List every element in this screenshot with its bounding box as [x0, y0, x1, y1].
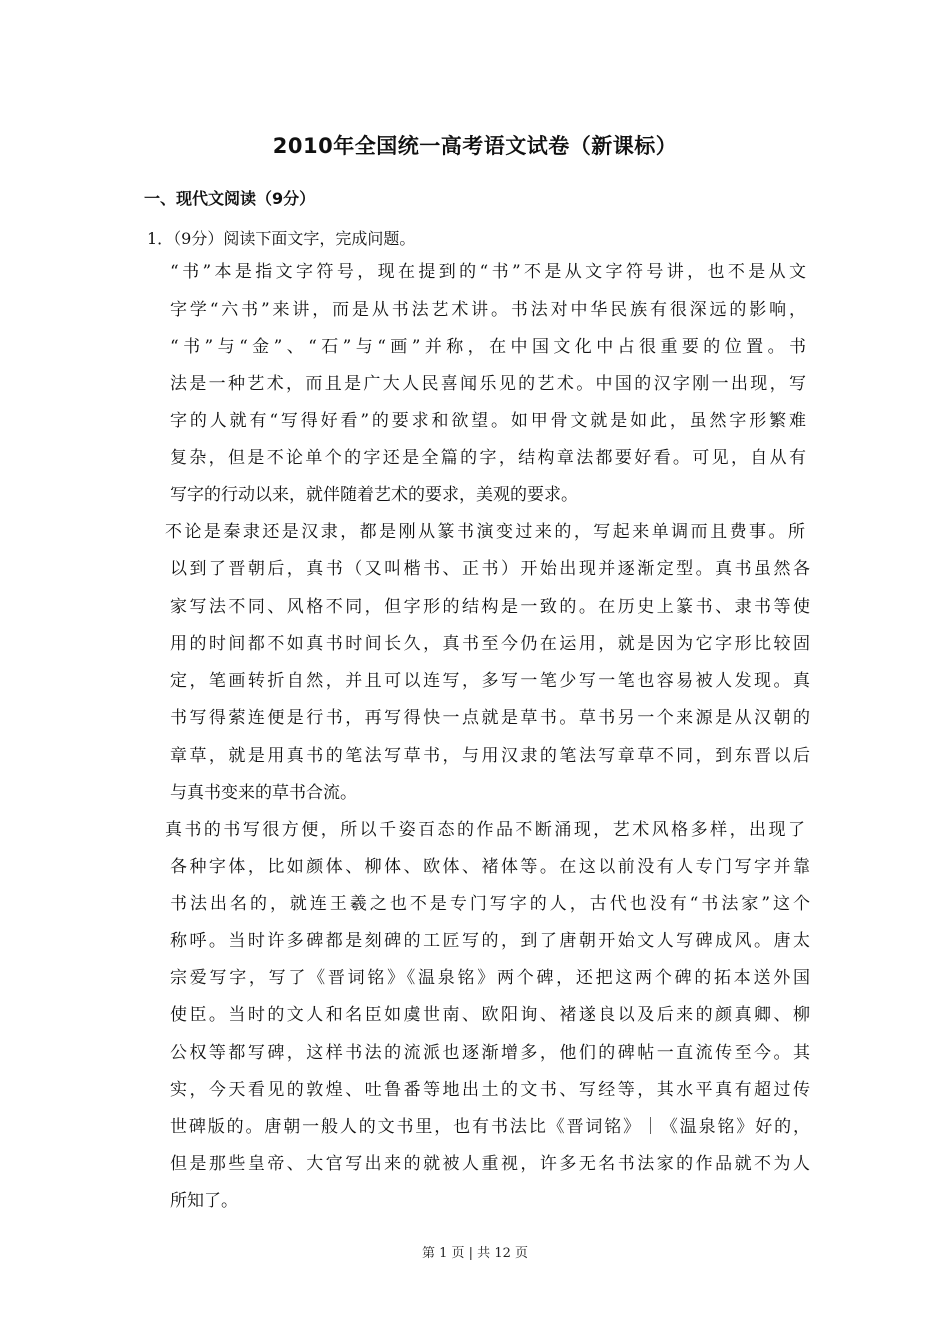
section-heading: 一、现代文阅读（9分） — [144, 189, 316, 208]
paragraph-line: 所知了。 — [170, 1191, 238, 1211]
paragraph-line: 但是那些皇帝、大官写出来的就被人重视，许多无名书法家的作品就不为人 — [170, 1154, 810, 1174]
paragraph-line: 家写法不同、风格不同，但字形的结构是一致的。在历史上篆书、隶书等使 — [170, 597, 810, 617]
paragraph-line: 书法出名的，就连王羲之也不是专门写字的人，古代也没有“书法家”这个 — [170, 894, 810, 914]
paragraph-line: 用的时间都不如真书时间长久，真书至今仍在运用，就是因为它字形比较固 — [170, 634, 810, 654]
paragraph-line: 世碑版的。唐朝一般人的文书里，也有书法比《晋词铭》｜《温泉铭》好的， — [170, 1117, 810, 1137]
document-title: 2010年全国统一高考语文试卷（新课标） — [272, 134, 678, 158]
paragraph-line: 实，今天看见的敦煌、吐鲁番等地出土的文书、写经等，其水平真有超过传 — [170, 1080, 810, 1100]
paragraph-line: 复杂，但是不论单个的字还是全篇的字，结构章法都要好看。可见，自从有 — [170, 448, 806, 468]
paragraph-line: “书”本是指文字符号，现在提到的“书”不是从文字符号讲，也不是从文 — [170, 262, 806, 282]
paragraph-line: 写字的行动以来，就伴随着艺术的要求，美观的要求。 — [170, 485, 578, 505]
paragraph-line: 以到了晋朝后，真书（又叫楷书、正书）开始出现并逐渐定型。真书虽然各 — [170, 559, 810, 579]
question-intro: 1．（9分）阅读下面文字，完成问题。 — [147, 229, 416, 248]
paragraph-line: 章草，就是用真书的笔法写草书，与用汉隶的笔法写章草不同，到东晋以后 — [170, 746, 810, 766]
paragraph-line: 不论是秦隶还是汉隶，都是刚从篆书演变过来的，写起来单调而且费事。所 — [165, 522, 805, 542]
paragraph-line: “书”与“金”、“石”与“画”并称，在中国文化中占很重要的位置。书 — [170, 337, 806, 357]
paragraph-line: 真书的书写很方便，所以千姿百态的作品不断涌现，艺术风格多样，出现了 — [165, 820, 805, 840]
paragraph-line: 书写得萦连便是行书，再写得快一点就是草书。草书另一个来源是从汉朝的 — [170, 708, 810, 728]
paragraph-line: 法是一种艺术，而且是广大人民喜闻乐见的艺术。中国的汉字刚一出现，写 — [170, 374, 806, 394]
paragraph-line: 使臣。当时的文人和名臣如虞世南、欧阳询、褚遂良以及后来的颜真卿、柳 — [170, 1005, 810, 1025]
paragraph-line: 与真书变来的草书合流。 — [170, 783, 357, 803]
paragraph-line: 字学“六书”来讲，而是从书法艺术讲。书法对中华民族有很深远的影响， — [170, 300, 806, 320]
paragraph-line: 各种字体，比如颜体、柳体、欧体、褚体等。在这以前没有人专门写字并靠 — [170, 857, 810, 877]
paragraph-line: 定，笔画转折自然，并且可以连写，多写一笔少写一笔也容易被人发现。真 — [170, 671, 810, 691]
paragraph-line: 宗爱写字，写了《晋词铭》《温泉铭》两个碑，还把这两个碑的拓本送外国 — [170, 968, 810, 988]
paragraph-line: 字的人就有“写得好看”的要求和欲望。如甲骨文就是如此，虽然字形繁难 — [170, 411, 806, 431]
page-footer: 第 1 页 | 共 12 页 — [422, 1246, 528, 1261]
paragraph-line: 称呼。当时许多碑都是刻碑的工匠写的，到了唐朝开始文人写碑成风。唐太 — [170, 931, 810, 951]
paragraph-line: 公权等都写碑，这样书法的流派也逐渐增多，他们的碑帖一直流传至今。其 — [170, 1043, 810, 1063]
